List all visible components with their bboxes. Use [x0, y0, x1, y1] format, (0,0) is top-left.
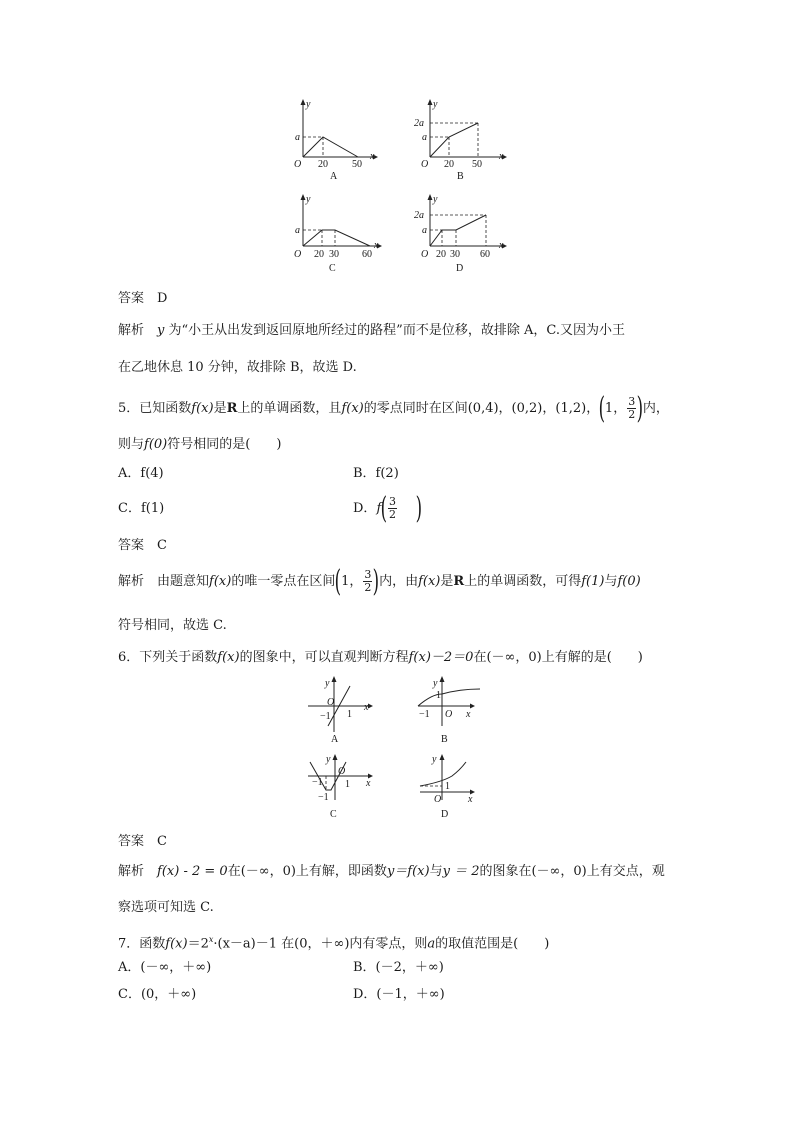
- y-axis-label: y: [306, 99, 311, 110]
- origin-label: O: [338, 766, 346, 777]
- q6-answer: 答案 C: [118, 834, 167, 849]
- one-label: 1: [445, 781, 450, 792]
- q5-option-d: D．f( $\frac{3}{2}$ ): [353, 490, 423, 526]
- graph-label: D: [456, 263, 464, 274]
- a-label: a: [422, 225, 427, 236]
- one-label: 1: [347, 709, 352, 720]
- q4-answer: 答案 D: [118, 291, 168, 306]
- q5-option-a: A．f(4): [118, 466, 164, 481]
- y-axis-label: y: [433, 99, 438, 110]
- tick-30: 30: [329, 249, 339, 260]
- q4-analysis-line1: 解析 y 为“小王从出发到返回原地所经过的路程”而不是位移，故排除 A，C.又因为小王: [118, 323, 625, 338]
- fraction-3-2: $\frac{3}{2}$: [364, 568, 372, 594]
- q4-graph-b: [410, 95, 510, 180]
- q6-graph-c: [300, 752, 380, 822]
- neg-one-label: −1: [320, 711, 331, 722]
- x-axis-label: x: [499, 151, 504, 162]
- q7-option-b: B．(－2，＋∞): [353, 960, 444, 975]
- q5-answer: 答案 C: [118, 538, 167, 553]
- q6-graph-d: [412, 752, 497, 822]
- x-axis-label: x: [374, 240, 379, 251]
- q5-question-line2: 则与f(0)符号相同的是( ): [118, 437, 282, 452]
- a-label: a: [295, 132, 300, 143]
- a-label: a: [422, 132, 427, 143]
- tick-20: 20: [314, 249, 324, 260]
- q7-option-a: A．(－∞，＋∞): [118, 960, 212, 975]
- fraction-3-2: $\frac{3}{2}$: [628, 395, 636, 421]
- y-axis-label: y: [326, 754, 331, 765]
- q4-graph-d: [410, 190, 510, 280]
- graph-label: C: [329, 263, 336, 274]
- tick-50: 50: [472, 159, 482, 170]
- one-label: 1: [436, 690, 441, 701]
- origin-label: O: [327, 697, 335, 708]
- tick-20: 20: [318, 159, 328, 170]
- q4-graph-c: [285, 190, 385, 280]
- y-axis-label: y: [432, 754, 437, 765]
- q6-graph-b: [412, 672, 497, 748]
- tick-20: 20: [436, 249, 446, 260]
- x-axis-label: x: [468, 794, 473, 805]
- q7-option-c: C．(0，＋∞): [118, 987, 197, 1002]
- q6-question: 6．下列关于函数f(x)的图象中，可以直观判断方程f(x)－2＝0在(－∞，0)上有解的是( ): [118, 650, 643, 665]
- q7-option-d: D．(－1，＋∞): [353, 987, 445, 1002]
- 2a-label: 2a: [414, 118, 424, 129]
- y-axis-label: y: [433, 194, 438, 205]
- q4-analysis-line2: 在乙地休息 10 分钟，故排除 B，故选 D.: [118, 360, 357, 375]
- y-axis-label: y: [433, 678, 438, 689]
- tick-30: 30: [450, 249, 460, 260]
- q4-graph-a: [285, 95, 380, 180]
- x-axis-label: x: [364, 702, 369, 713]
- graph-label: C: [330, 809, 337, 820]
- x-axis-label: x: [499, 240, 504, 251]
- origin-label: O: [445, 709, 453, 720]
- neg-one-label: −1: [419, 709, 430, 720]
- q5-analysis-line1: 解析 由题意知f(x)的唯一零点在区间(1， $\frac{3}{2}$ )内，由f(x)是R上的单调函数，可得f(1)与f(0): [118, 563, 641, 599]
- fraction-3-2: $\frac{3}{2}$: [388, 495, 396, 521]
- q5-option-b: B．f(2): [353, 466, 399, 481]
- q6-analysis-line2: 察选项可知选 C.: [118, 900, 214, 915]
- tick-50: 50: [352, 159, 362, 170]
- neg-one-y-label: −1: [318, 792, 329, 803]
- x-axis-label: x: [366, 778, 371, 789]
- q5-analysis-line2: 符号相同，故选 C.: [118, 618, 227, 633]
- graph-label: A: [331, 734, 339, 745]
- a-label: a: [295, 225, 300, 236]
- graph-label: B: [441, 734, 448, 745]
- origin-label: O: [421, 159, 429, 170]
- q7-question: 7．函数$f(x)=2^x\cdot(x-a)-1$ 在(0，＋∞)内有零点，则a的取值范围是( ): [118, 935, 550, 952]
- tick-60: 60: [480, 249, 490, 260]
- neg-one-x-label: −1: [312, 777, 323, 788]
- x-axis-label: x: [466, 709, 471, 720]
- q5-question-line1: 5．已知函数f(x)是R上的单调函数，且f(x)的零点同时在区间(0,4)，(0,2)，(1,2)，(1， $\frac{3}{2}$ )内，: [118, 390, 669, 426]
- one-label: 1: [345, 779, 350, 790]
- origin-label: O: [421, 249, 429, 260]
- tick-20: 20: [444, 159, 454, 170]
- y-axis-label: y: [306, 194, 311, 205]
- y-axis-label: y: [325, 678, 330, 689]
- tick-60: 60: [362, 249, 372, 260]
- graph-label: A: [330, 171, 338, 182]
- origin-label: O: [294, 159, 302, 170]
- graph-label: D: [441, 809, 449, 820]
- q6-analysis-line1: 解析 f(x) - 2 = 0在(－∞，0)上有解，即函数y＝f(x)与y ＝ 2的图象在(－∞，0)上有交点，观: [118, 864, 665, 879]
- origin-label: O: [294, 249, 302, 260]
- x-axis-label: x: [370, 151, 375, 162]
- origin-label: O: [434, 794, 442, 805]
- graph-label: B: [457, 171, 464, 182]
- q5-option-c: C．f(1): [118, 501, 165, 516]
- 2a-label: 2a: [414, 210, 424, 221]
- q6-graph-a: [300, 672, 380, 748]
